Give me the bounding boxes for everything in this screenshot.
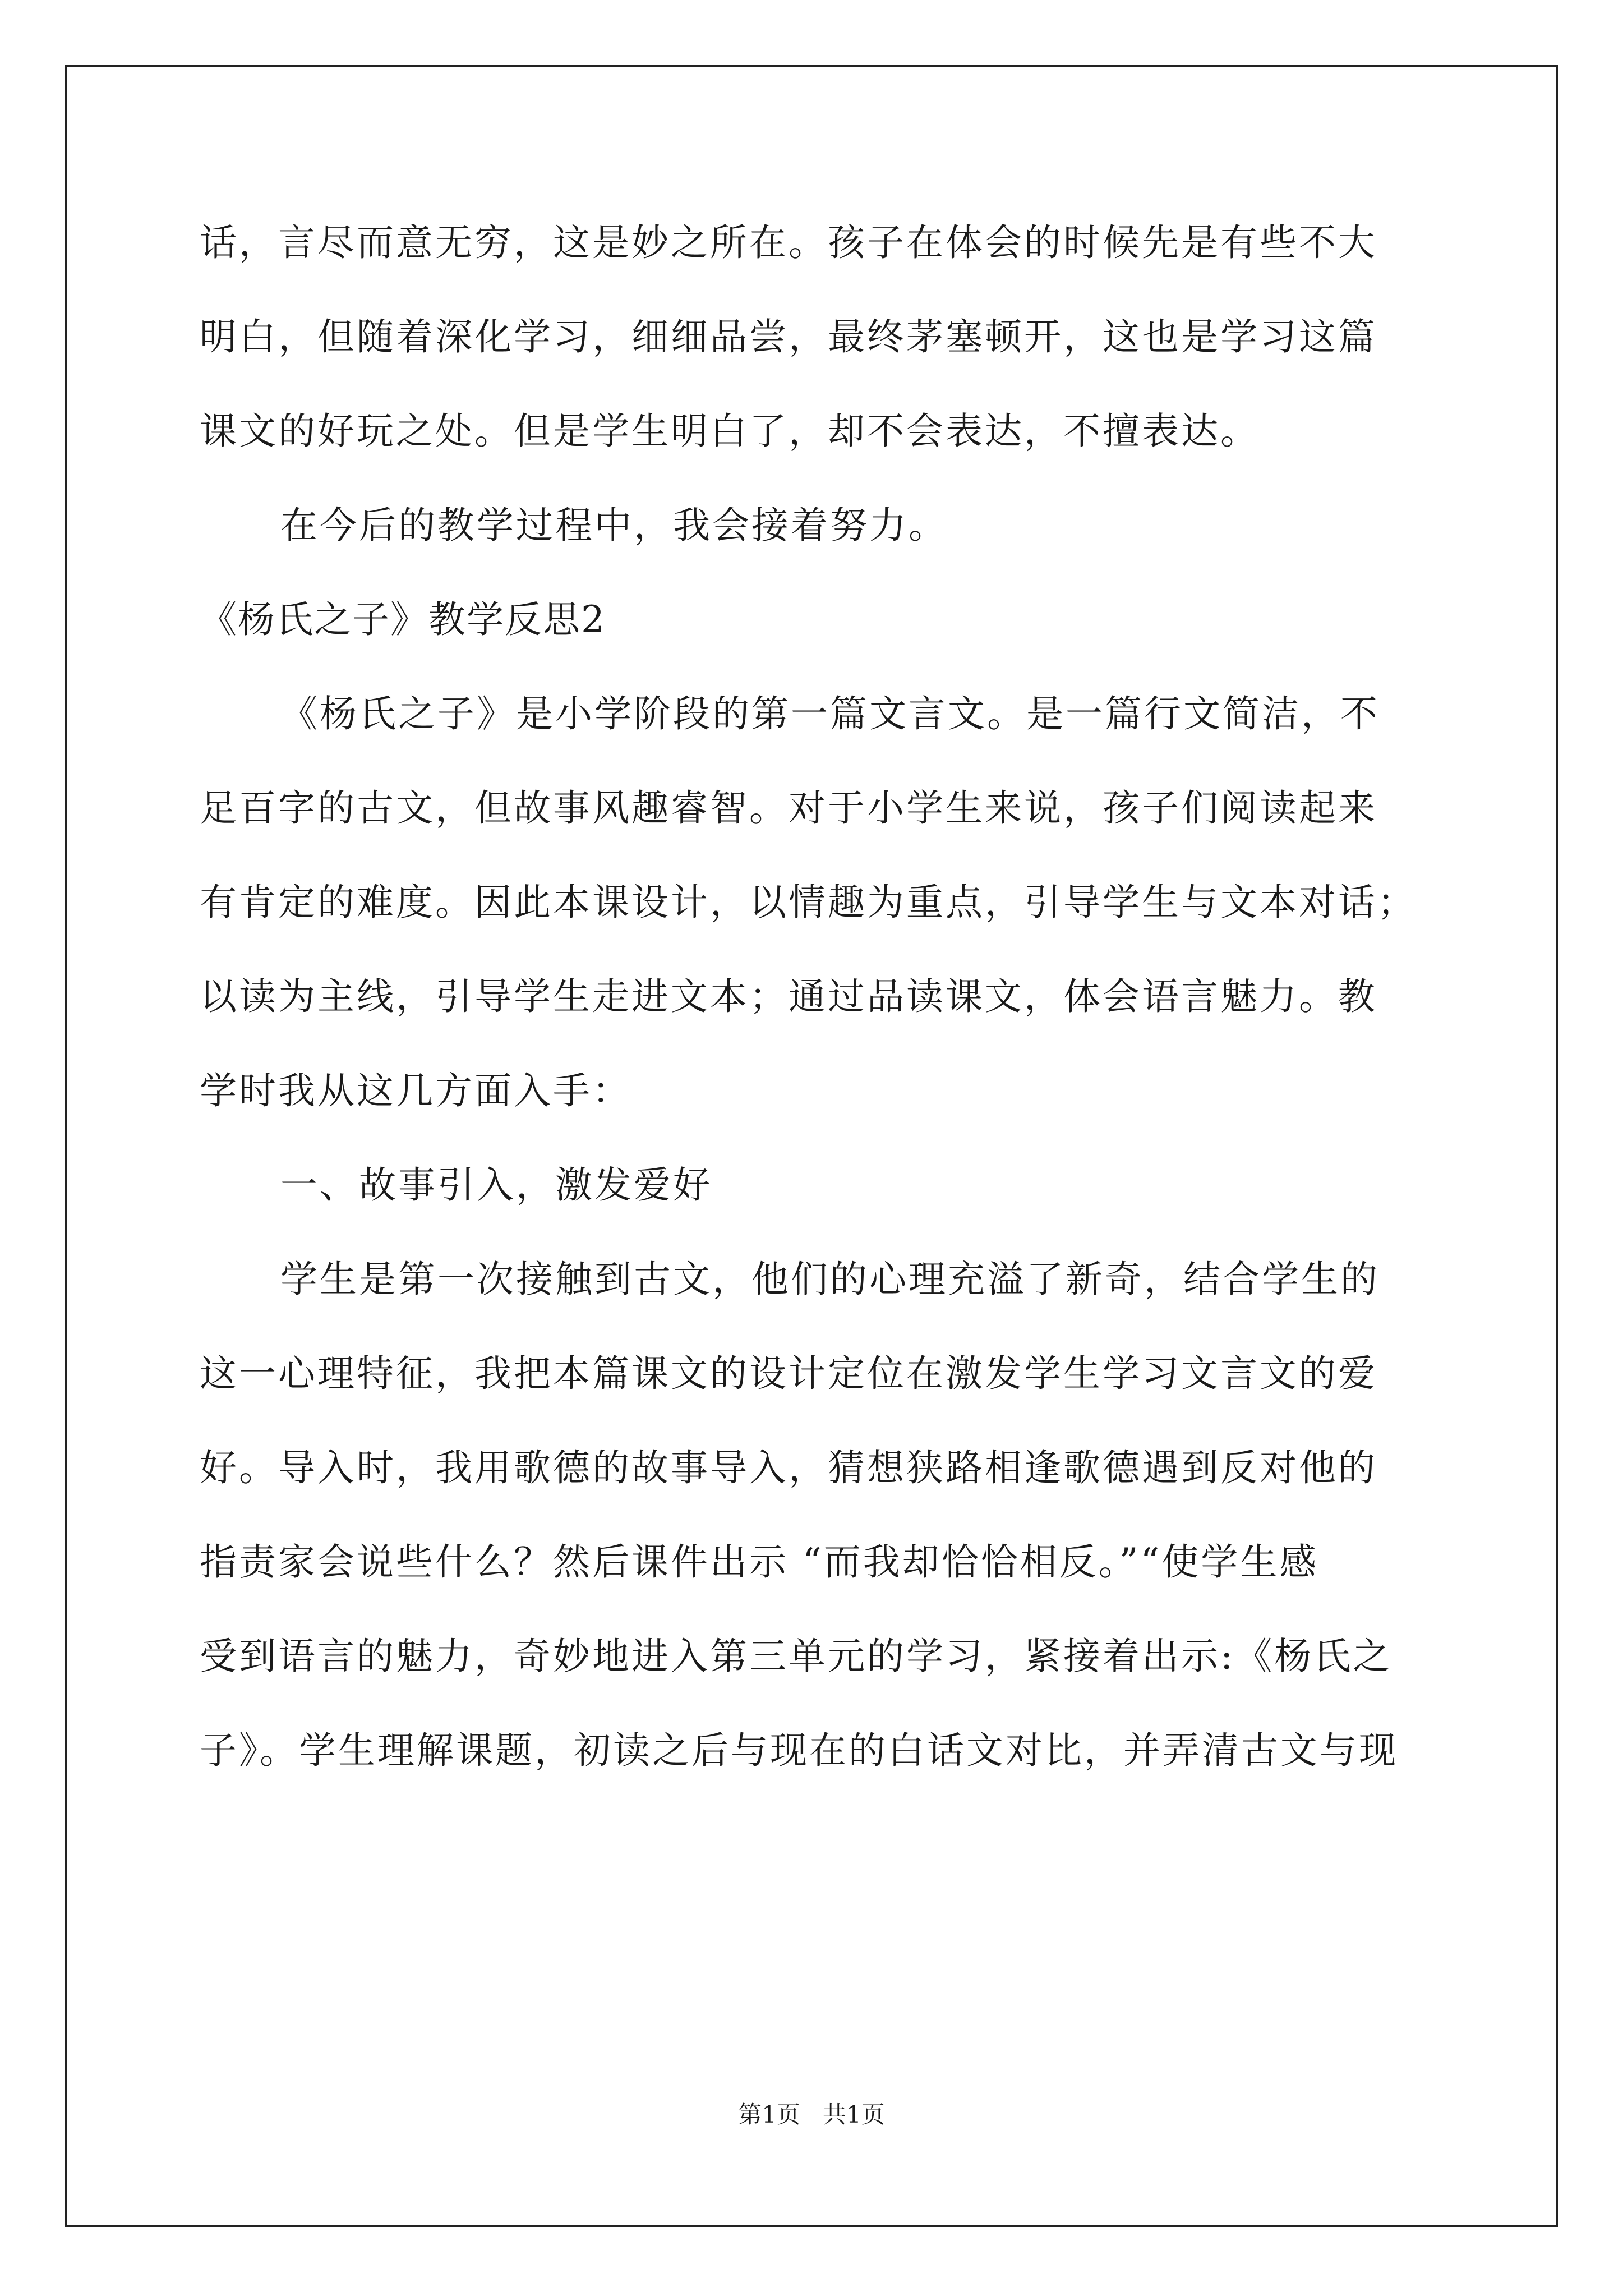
text-line: 学生是第一次接触到古文，他们的心理充溢了新奇，结合学生的 (280, 1258, 1380, 1301)
section-heading: 《杨氏之子》教学反思2 (200, 598, 606, 641)
text-line: 有肯定的难度。因此本课设计，以情趣为重点，引导学生与文本对话； (200, 881, 1417, 924)
page-total: 共1页 (823, 2101, 885, 2128)
text-line: 这一心理特征，我把本篇课文的设计定位在激发学生学习文言文的爱 (200, 1352, 1377, 1395)
text-line: 指责家会说些什么？然后课件出示 “而我却恰恰相反。”“使学生感 (200, 1540, 1319, 1584)
text-line: 在今后的教学过程中，我会接着努力。 (280, 504, 948, 547)
text-line: 子》。学生理解课题，初读之后与现在的白话文对比，并弄清古文与现 (200, 1729, 1398, 1772)
text-line: 学时我从这几方面入手： (200, 1069, 631, 1112)
text-line: 《杨氏之子》是小学阶段的第一篇文言文。是一篇行文简洁，不 (280, 692, 1380, 735)
text-line: 受到语言的魅力，奇妙地进入第三单元的学习，紧接着出示:《杨氏之 (200, 1635, 1393, 1678)
text-line: 话，言尽而意无穷，这是妙之所在。孩子在体会的时候先是有些不大 (200, 221, 1377, 264)
page-border (65, 65, 1558, 2227)
page-footer (0, 2099, 1623, 2131)
text-line: 以读为主线，引导学生走进文本；通过品读课文，体会语言魅力。教 (200, 975, 1377, 1018)
text-line: 好。导入时，我用歌德的故事导入，猜想狭路相逢歌德遇到反对他的 (200, 1446, 1377, 1489)
page-number: 第1页 (738, 2101, 800, 2128)
text-line: 明白，但随着深化学习，细细品尝，最终茅塞顿开，这也是学习这篇 (200, 315, 1377, 358)
text-line: 足百字的古文，但故事风趣睿智。对于小学生来说，孩子们阅读起来 (200, 786, 1377, 830)
subsection-heading: 一、故事引入，激发爱好 (280, 1163, 712, 1207)
text-line: 课文的好玩之处。但是学生明白了，却不会表达，不擅表达。 (200, 409, 1260, 453)
